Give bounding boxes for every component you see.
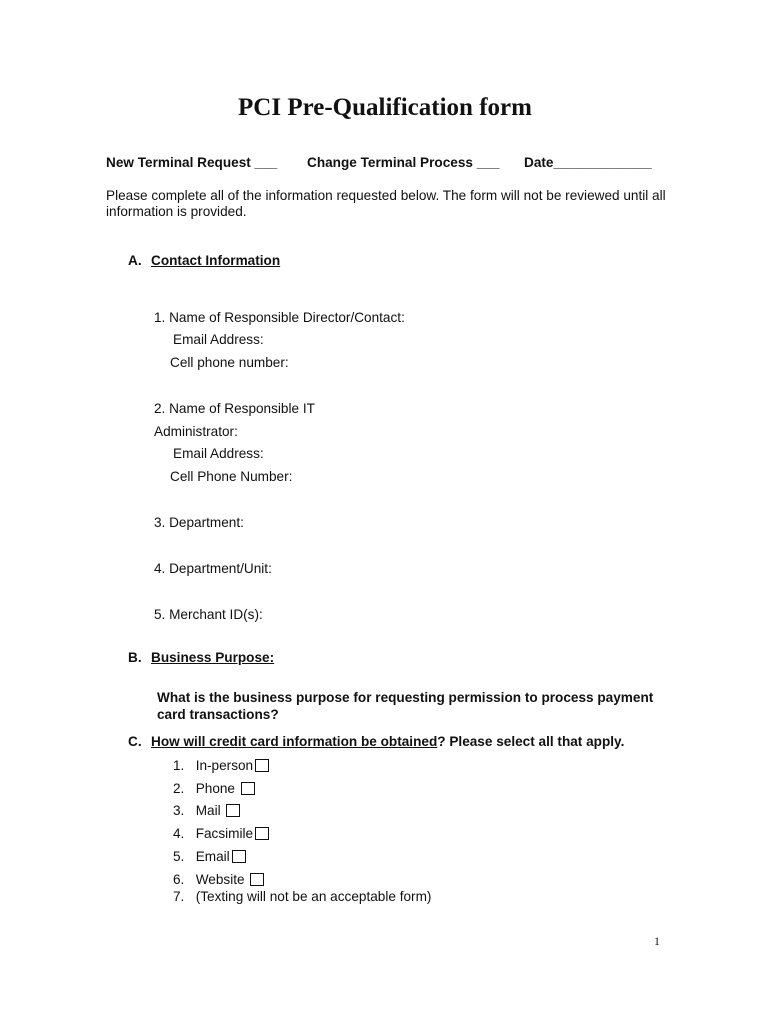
section-c-letter: C. [128,734,142,749]
it-admin-label-line2: Administrator: [154,424,238,439]
option-number: 4. [173,826,185,841]
phone-checkbox[interactable] [241,782,255,795]
option-facsimile [173,826,269,841]
facsimile-checkbox[interactable] [255,827,269,840]
business-purpose-question: What is the business purpose for requesting permission to process payment card transactions? [157,690,654,722]
section-a-heading: Contact Information [151,253,281,268]
it-admin-label-line1: 2. Name of Responsible IT [154,401,315,416]
option-number: 6. [173,872,185,887]
option-label: Email [195,849,230,864]
email-checkbox[interactable] [232,850,246,863]
option-number: 2. [173,781,185,796]
texting-note-text: (Texting will not be an acceptable form) [195,889,432,904]
section-c-heading [151,734,624,749]
date-field[interactable]: Date_____________ [524,155,652,170]
section-b-letter: B. [128,650,142,665]
texting-note [173,889,431,904]
option-label: Facsimile [195,826,254,841]
it-admin-email-label: Email Address: [173,446,264,461]
it-admin-cell-label: Cell Phone Number: [170,469,293,484]
option-label: Mail [195,803,221,818]
mail-checkbox[interactable] [226,804,240,817]
section-a-letter: A. [128,253,142,268]
change-terminal-process-field[interactable]: Change Terminal Process ___ [307,155,500,170]
department-unit-label: 4. Department/Unit: [154,561,272,576]
option-number: 5. [173,849,185,864]
page-title: PCI Pre-Qualification form [238,94,532,121]
website-checkbox[interactable] [250,873,264,886]
option-mail [173,803,240,818]
merchant-id-label: 5. Merchant ID(s): [154,607,263,622]
option-website [173,872,264,887]
option-label: Phone [195,781,235,796]
section-c-heading-text: How will credit card information be obtained [151,734,438,749]
option-email [173,849,246,864]
section-b-heading: Business Purpose: [151,650,275,665]
page-number: 1 [654,934,660,948]
director-cell-label: Cell phone number: [170,355,289,370]
option-number: 3. [173,803,185,818]
option-number: 1. [173,758,185,773]
option-in-person [173,758,269,773]
director-email-label: Email Address: [173,332,264,347]
director-contact-label: 1. Name of Responsible Director/Contact: [154,310,405,325]
option-label: Website [195,872,245,887]
intro-text: Please complete all of the information requested below. The form will not be reviewed until all information is provided. [106,188,666,219]
option-number: 7. [173,889,185,904]
section-c-heading-suffix: ? Please select all that apply. [437,734,625,749]
option-label: In-person [195,758,254,773]
option-phone [173,781,255,796]
department-label: 3. Department: [154,515,244,530]
in-person-checkbox[interactable] [255,759,269,772]
new-terminal-request-field[interactable]: New Terminal Request ___ [106,155,278,170]
